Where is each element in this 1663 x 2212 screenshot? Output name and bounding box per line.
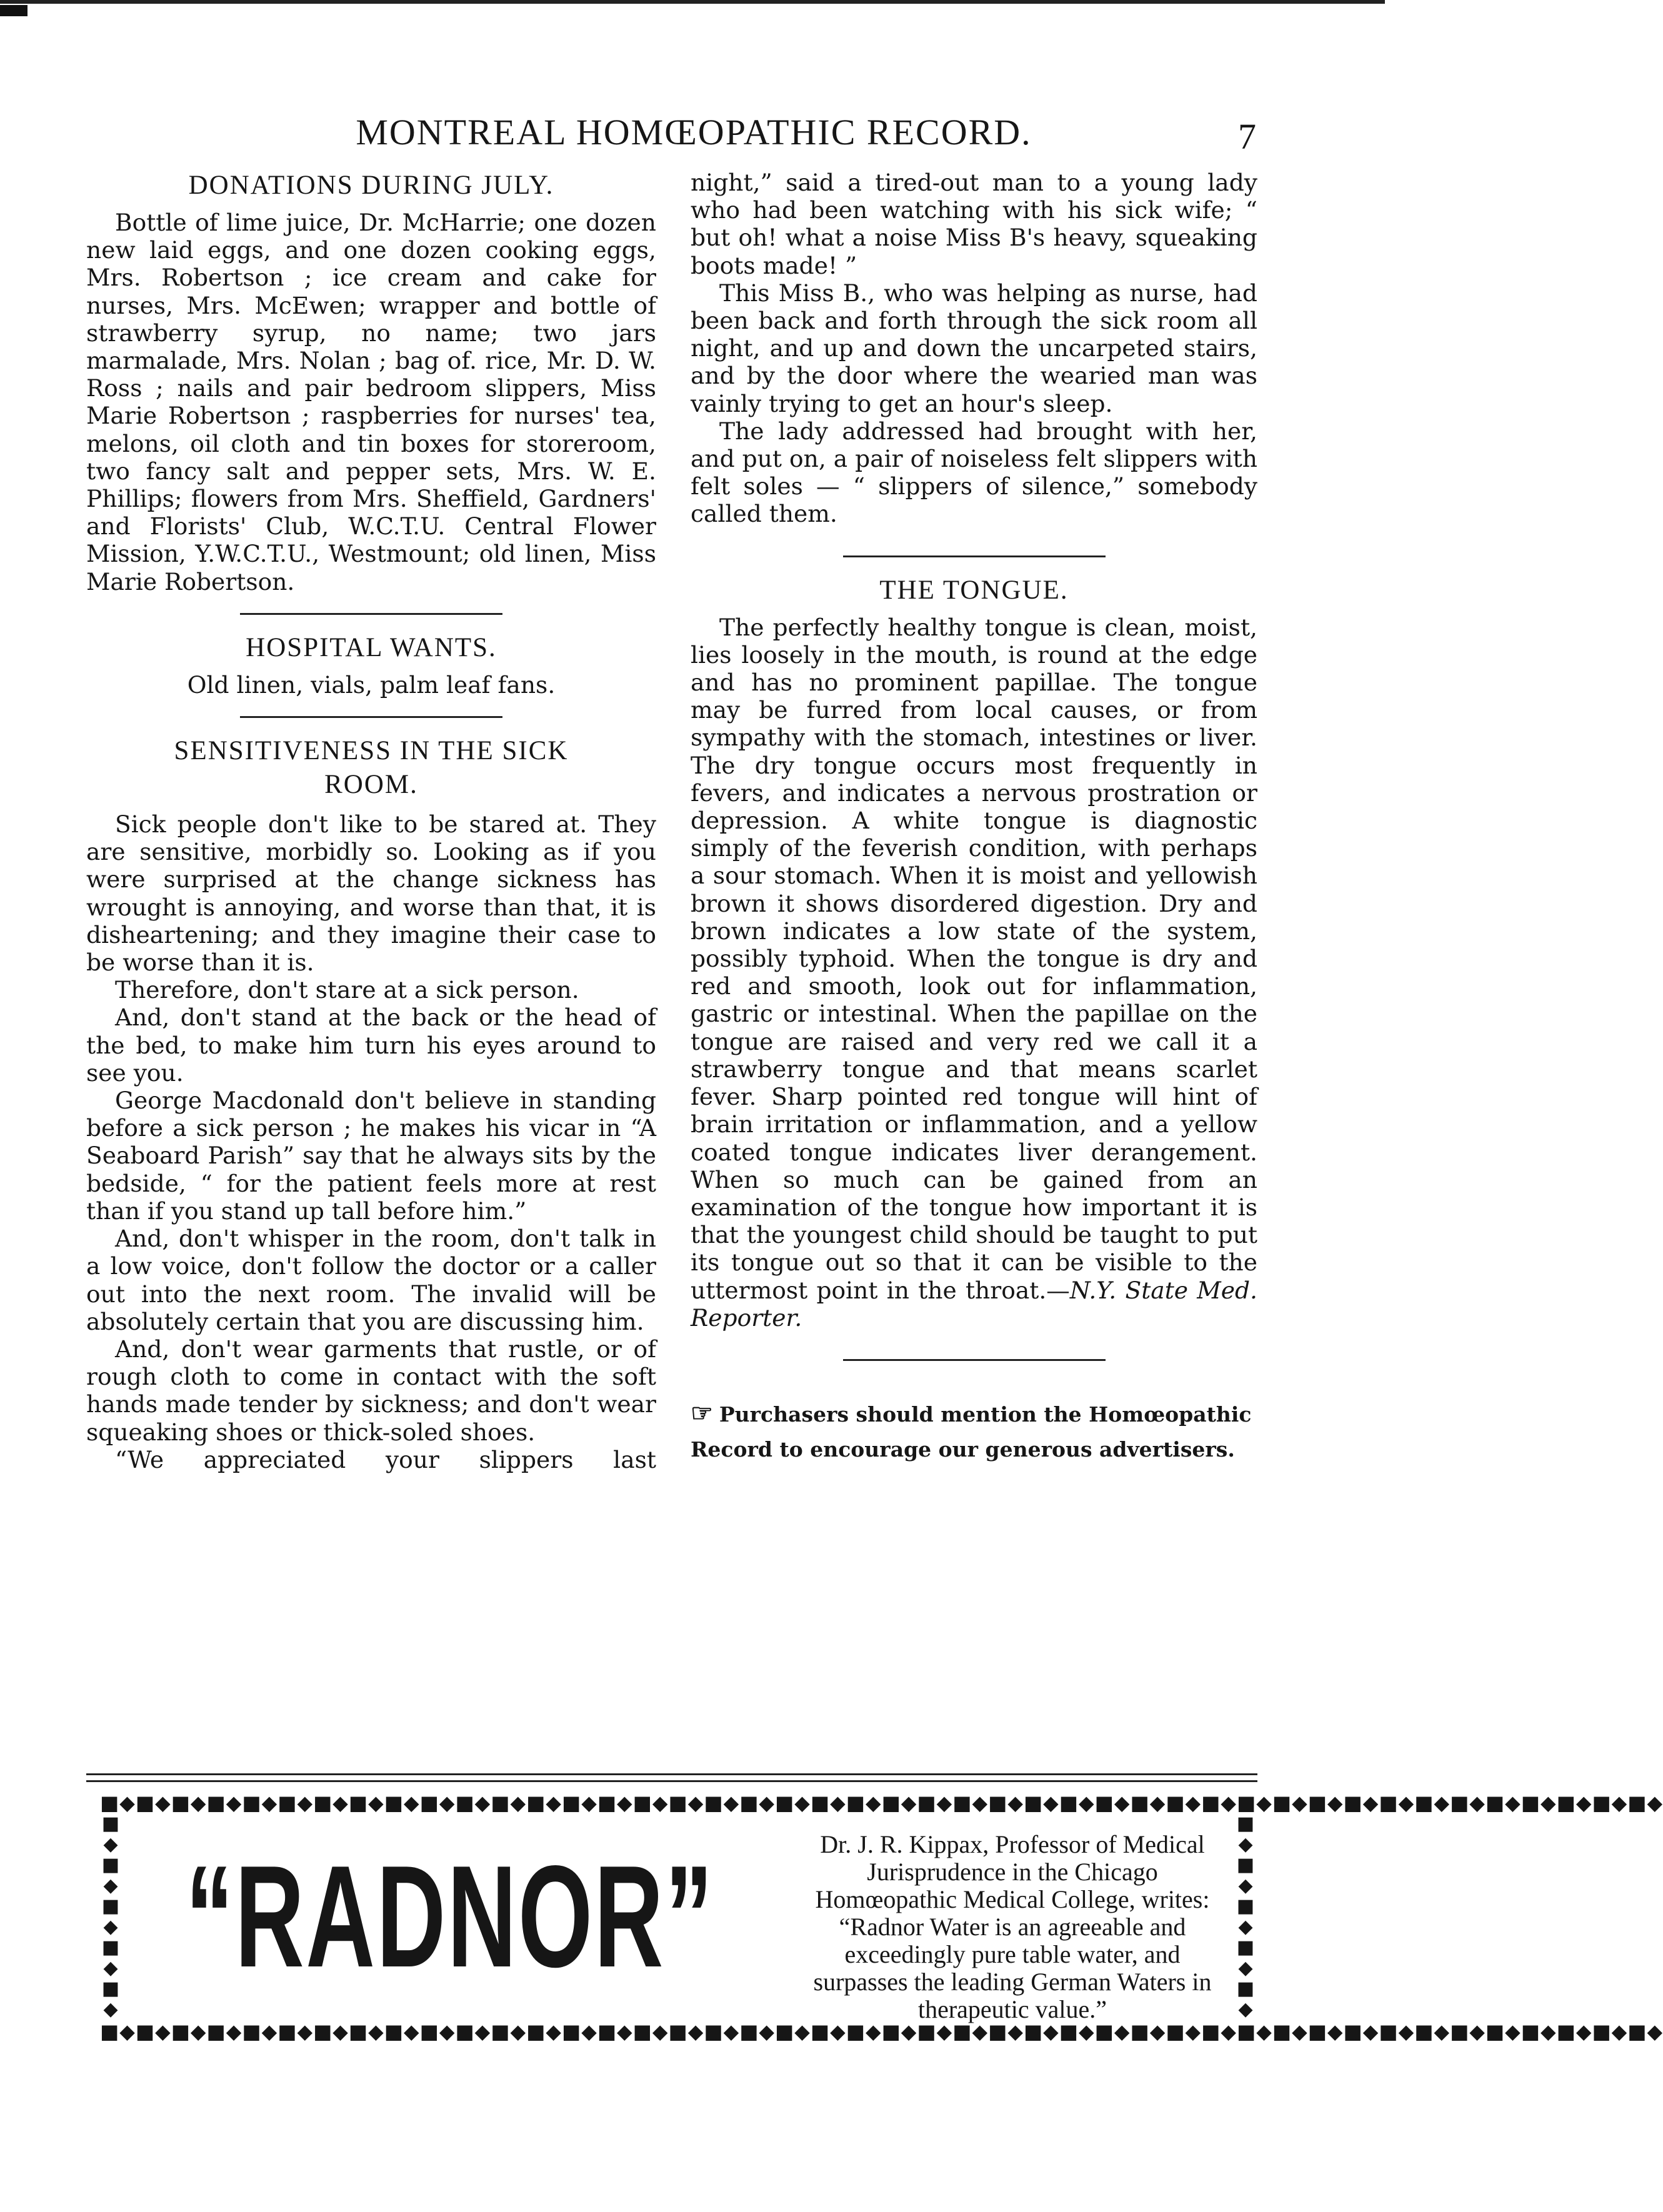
sensitiveness-section: [86, 734, 656, 1473]
article-paragraph: The lady addressed had brought with her, and put on, a pair of noiseless felt slippers with felt soles — “ slippers of silence,” somebody called them.: [691, 417, 1257, 528]
article-paragraph: And, don't whisper in the room, don't talk in a low voice, don't follow the doctor or a caller out into the next room. The invalid will be absolutely certain that you are discussing him.: [86, 1225, 656, 1335]
article-paragraph: “We appreciated your slippers last: [115, 1445, 656, 1473]
hospital-wants-section: [86, 631, 656, 699]
section-divider: [843, 555, 1106, 557]
radnor-brand-text: “RADNOR”: [185, 1836, 715, 1998]
ornament-border-top: ■◆■◆■◆■◆■◆■◆■◆■◆■◆■◆■◆■◆■◆■◆■◆■◆■◆■◆■◆■◆■◆■◆■◆■◆■◆■◆■◆■◆■◆■◆■◆■◆■◆■◆■◆■◆■◆■◆■◆■◆■◆■◆■◆■◆: [100, 1791, 1663, 1815]
article-paragraph: And, don't stand at the back or the head of the bed, to make him turn his eyes around to see you.: [86, 1004, 656, 1087]
sensitiveness-heading-line2: ROOM.: [324, 770, 418, 800]
section-divider: [843, 1359, 1106, 1361]
tongue-body: [691, 614, 1257, 1332]
ornament-border-right: ■ ◆ ■ ◆ ■ ◆ ■ ◆ ■ ◆: [1236, 1813, 1255, 2020]
notice-text: Purchasers should mention the Homœopathic Record to encourage our generous advertisers.: [691, 1402, 1252, 1462]
advertisement-divider: [86, 1773, 1257, 1782]
article-paragraph: Therefore, don't stare at a sick person.: [115, 976, 579, 1004]
tongue-section: [691, 574, 1257, 1332]
sensitiveness-heading: [86, 734, 656, 802]
donations-body: Bottle of lime juice, Dr. McHarrie; one dozen new laid eggs, and one dozen cooking eggs, Mrs. Robertson ; ice cream and cake for nurses, Mrs. McEwen; wrapper and bottle of strawberry syrup, no name; two jars marmalade, Mrs. Nolan ; bag of. rice, Mr. D. W. Ross ; nails and pair bedroom slippers, Miss Marie Robertson ; raspberries for nurses' tea, melons, oil cloth and tin boxes for storeroom, two fancy salt and pepper sets, Mrs. W. E. Phillips; flowers from Mrs. Sheffield, Gardners' and Florists' Club, W.C.T.U. Central Flower Mission, Y.W.C.T.U., Westmount; old linen, Miss Marie Robertson.: [86, 209, 656, 595]
article-paragraph: This Miss B., who was helping as nurse, had been back and forth through the sick room all night, and up and down the uncarpeted stairs, and by the door where the wearied man was vainly trying to get an hour's sleep.: [691, 279, 1257, 417]
hospital-wants-body: Old linen, vials, palm leaf fans.: [187, 670, 556, 699]
pointing-hand-icon: ☞: [691, 1398, 713, 1428]
advertiser-notice: [691, 1396, 1257, 1467]
right-column: [691, 169, 1257, 1467]
section-divider: [240, 716, 502, 718]
donations-section: [86, 169, 656, 595]
article-paragraph: And, don't wear garments that rustle, or of rough cloth to come in contact with the soft hands made tender by sickness; and don't wear squeaking shoes or thick-soled shoes.: [86, 1335, 656, 1446]
ornament-border-left: ■ ◆ ■ ◆ ■ ◆ ■ ◆ ■ ◆: [101, 1813, 120, 2020]
hospital-wants-heading: HOSPITAL WANTS.: [246, 632, 497, 662]
radnor-brand: [137, 1813, 762, 2021]
article-paragraph: night,” said a tired-out man to a young lady who had been watching with his sick wife; “ but oh! what a noise Miss B's heavy, squeaking boots made! ”: [691, 169, 1257, 279]
ornament-border-bottom: ■◆■◆■◆■◆■◆■◆■◆■◆■◆■◆■◆■◆■◆■◆■◆■◆■◆■◆■◆■◆■◆■◆■◆■◆■◆■◆■◆■◆■◆■◆■◆■◆■◆■◆■◆■◆■◆■◆■◆■◆■◆■◆■◆■◆: [100, 2020, 1663, 2043]
page-top-rule: [0, 0, 1385, 4]
article-paragraph: George Macdonald don't believe in standing before a sick person ; he makes his vicar in “A Seaboard Parish” say that he always sits by the bedside, “ for the patient feels more at rest than if you stand up tall before him.”: [86, 1087, 656, 1225]
donations-heading: DONATIONS DURING JULY.: [188, 171, 554, 200]
tongue-source: N.Y. State Med. Reporter.: [691, 1276, 1257, 1332]
section-divider: [240, 613, 502, 615]
article-paragraph: Sick people don't like to be stared at. They are sensitive, morbidly so. Looking as if you were surprised at the change sickness has wrought is annoying, and worse than that, it is disheartening; and they imagine their case to be worse than it is.: [86, 810, 656, 977]
radnor-advertisement: [100, 1791, 1663, 2043]
sensitiveness-continuation: [691, 169, 1257, 528]
radnor-testimonial: Dr. J. R. Kippax, Professor of Medical Jurisprudence in the Chicago Homœopathic Medical College, writes: “Radnor Water is an agreeable and exceedingly pure table water, and surpasses the leading German Waters in therapeutic value.”: [813, 1830, 1212, 2023]
tongue-heading: THE TONGUE.: [879, 575, 1069, 605]
page-number: 7: [1238, 116, 1256, 157]
tongue-body-text: The perfectly healthy tongue is clean, moist, lies loosely in the mouth, is round at the edge and has no prominent papillae. The tongue may be furred from local causes, or from sympathy with the stomach, intestines or liver. The dry tongue occurs most frequently in fevers, and indicates a nervous prostration or depression. A white tongue is diagnostic simply of the feverish condition, with perhaps a sour stomach. When it is moist and yellowish brown it shows disordered digestion. Dry and brown indicates a low state of the system, possibly typhoid. When the tongue is dry and red and smooth, look out for inflammation, gastric or intestinal. When the papillae on the tongue are raised and very red we call it a strawberry tongue and that means scarlet fever. Sharp pointed red tongue will hint of brain irritation or inflammation, and a yellow coated tongue indicates liver derangement. When so much can be gained from an examination of the tongue how important it is that the youngest child should be taught to put its tongue out so that it can be visible to the uttermost point in the throat.—: [691, 613, 1257, 1304]
corner-print-mark: [0, 5, 27, 16]
left-column: [86, 169, 656, 1473]
running-head: MONTREAL HOMŒOPATHIC RECORD.: [356, 112, 1032, 152]
sensitiveness-heading-line1: SENSITIVENESS IN THE SICK: [174, 736, 569, 766]
